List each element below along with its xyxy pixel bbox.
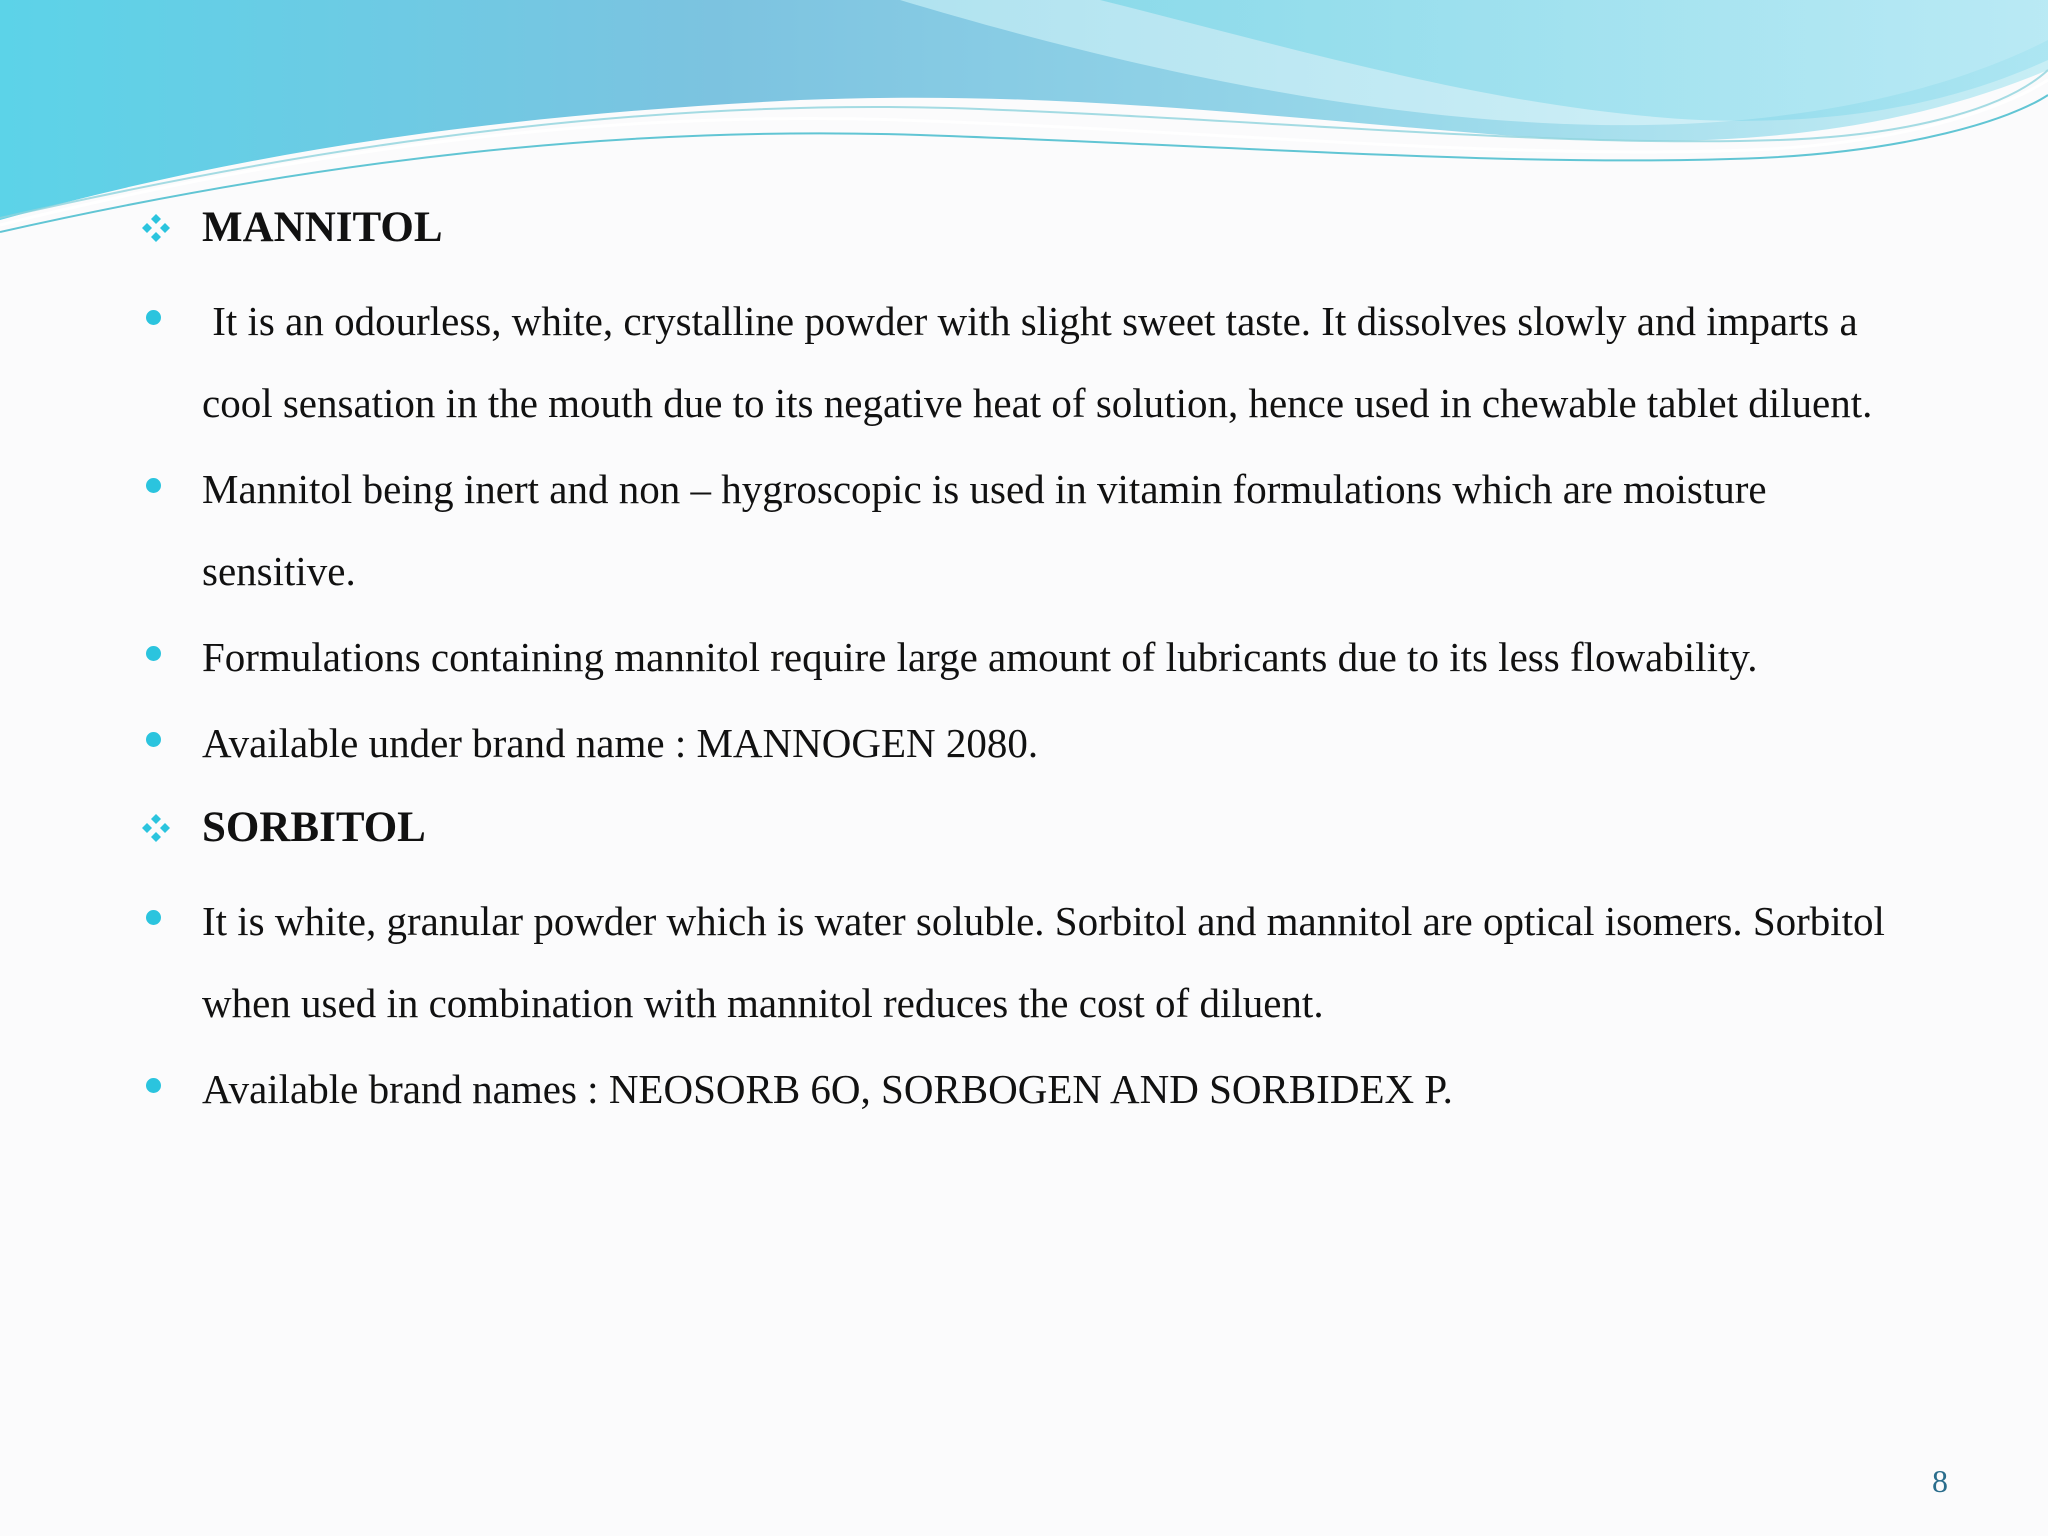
bullet-item (140, 448, 1920, 612)
dot-bullet-icon (146, 646, 161, 661)
dot-bullet-icon (146, 732, 161, 747)
bullet-text: It is an odourless, white, crystalline powder with slight sweet taste. It dissolves slowly and imparts a cool sensation in the mouth due to its negative heat of solution, hence used in chewable tablet diluent. (202, 298, 1873, 426)
section-heading-sorbitol (140, 796, 1920, 860)
four-diamond-bullet-icon (140, 212, 172, 244)
dot-bullet-icon (146, 1078, 161, 1093)
four-diamond-bullet-icon (140, 812, 172, 844)
bullet-text: It is white, granular powder which is water soluble. Sorbitol and mannitol are optical isomers. Sorbitol when used in combination with mannitol reduces the cost of diluent. (202, 898, 1885, 1026)
section-heading-mannitol (140, 196, 1920, 260)
dot-bullet-icon (146, 478, 161, 493)
heading-text: SORBITOL (202, 804, 426, 851)
bullet-text: Formulations containing mannitol require large amount of lubricants due to its less flowability. (202, 634, 1758, 680)
dot-bullet-icon (146, 910, 161, 925)
slide-content (140, 196, 1920, 1142)
page-number: 8 (1932, 1463, 1948, 1499)
bullet-item (140, 1048, 1920, 1130)
bullet-item (140, 880, 1920, 1044)
bullet-text: Mannitol being inert and non – hygroscopic is used in vitamin formulations which are moisture sensitive. (202, 466, 1767, 594)
dot-bullet-icon (146, 310, 161, 325)
bullet-item (140, 702, 1920, 784)
bullet-text: Available brand names : NEOSORB 6O, SORBOGEN AND SORBIDEX P. (202, 1066, 1453, 1112)
bullet-item (140, 280, 1920, 444)
bullet-item (140, 616, 1920, 698)
bullet-text: Available under brand name : MANNOGEN 2080. (202, 720, 1039, 766)
heading-text: MANNITOL (202, 204, 443, 251)
